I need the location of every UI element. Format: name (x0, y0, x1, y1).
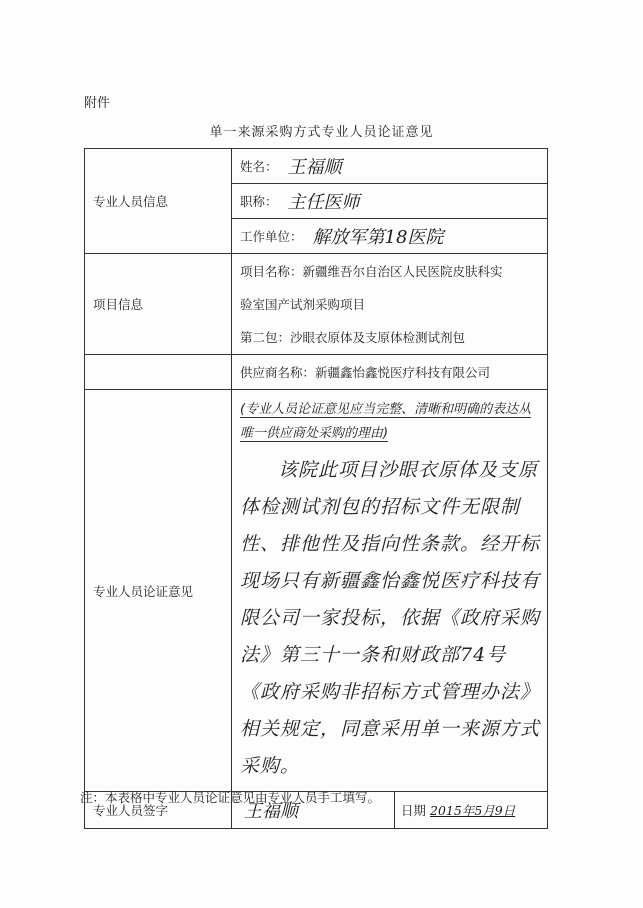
work-unit-value: 解放军第18医院 (312, 227, 444, 248)
work-unit-row (232, 219, 548, 254)
date-value: 2015年5月9日 (430, 803, 516, 818)
name-row (232, 149, 548, 184)
opinion-cell (232, 390, 548, 792)
project-name-line1: 项目名称：新疆维吾尔自治区人民医院皮肤科实 (240, 263, 503, 279)
expert-info-label: 专业人员信息 (85, 149, 232, 254)
title-row (232, 184, 548, 219)
opinion-instruction: (专业人员论证意见应当完整、清晰和明确的表达从唯一供应商处采购的理由) (240, 402, 532, 441)
attachment-label: 附件 (84, 96, 111, 111)
name-label: 姓名： (240, 159, 278, 174)
project-info-cell (232, 254, 548, 355)
footnote: 注：本表格中专业人员论证意见由专业人员手工填写。 (80, 790, 381, 805)
name-value: 王福顺 (287, 157, 342, 178)
signature-value: 王福顺 (244, 801, 298, 822)
project-package: 第二包：沙眼衣原体及支原体检测试剂包 (240, 329, 466, 345)
opinion-handwritten: 该院此项目沙眼衣原体及支原体检测试剂包的招标文件无限制性、排他性及指向性条款。经开标现场只有新疆鑫怡鑫悦医疗科技有限公司一家投标，依据《政府采购法》第三十一条和财政部74号《政府采购非招标方式管理办法》相关规定，同意采用单一来源方式采购。 (240, 459, 541, 777)
work-unit-label: 工作单位： (240, 229, 303, 244)
date-label: 日期 (401, 803, 427, 818)
date-field (394, 792, 547, 828)
project-info-label: 项目信息 (85, 254, 232, 355)
opinion-label: 专业人员论证意见 (85, 390, 232, 792)
page-title: 单一来源采购方式专业人员论证意见 (209, 125, 434, 140)
expert-opinion-form (84, 148, 548, 829)
project-name-line2: 验室国产试剂采购项目 (240, 296, 366, 312)
title-label: 职称： (240, 194, 278, 209)
signature-label: 专业人员签字 (85, 792, 232, 829)
title-value: 主任医师 (287, 192, 360, 213)
supplier-row: 供应商名称：新疆鑫怡鑫悦医疗科技有限公司 (232, 355, 548, 390)
